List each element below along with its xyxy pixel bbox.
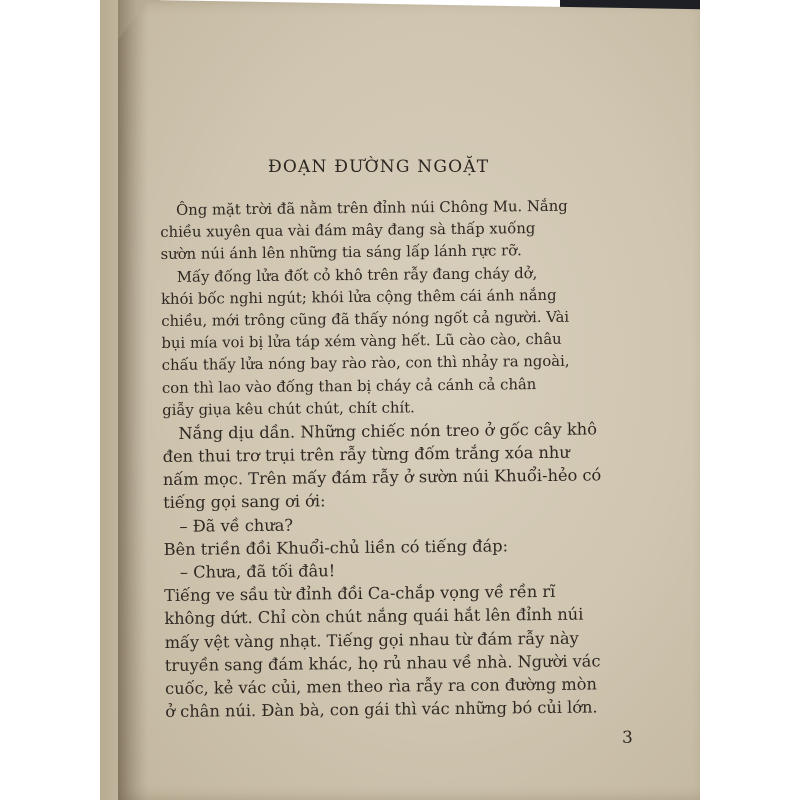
- text-line: cuốc, kẻ vác củi, men theo rìa rẫy ra con đường mòn: [165, 674, 597, 698]
- text-line: ở chân núi. Đàn bà, con gái thì vác những bó củi lớn.: [165, 697, 598, 722]
- text-line: tiếng gọi sang ơi ới:: [163, 491, 326, 513]
- text-line: giẫy giụa kêu chút chút, chít chít.: [162, 399, 415, 419]
- text-line: Tiếng ve sầu từ đỉnh đồi Ca-chắp vọng về rền rĩ: [164, 582, 556, 606]
- text-line: mấy vệt vàng nhạt. Tiếng gọi nhau từ đám rẫy này: [164, 628, 579, 652]
- text-line: chấu thấy lửa nóng bay rào rào, con thì nhảy ra ngoài,: [161, 353, 570, 375]
- text-line: đen thui trơ trụi trên rẫy từng đốm trắng xóa như: [162, 442, 570, 467]
- text-line: chiều, mới trông cũng đã thấy nóng ngốt cả người. Vài: [161, 308, 570, 330]
- text-line: nấm mọc. Trên mấy đám rẫy ở sườn núi Khuổi-hẻo có: [162, 465, 602, 490]
- page-number: 3: [622, 728, 633, 748]
- text-line: Bên triền đồi Khuổi-chủ liền có tiếng đáp:: [163, 536, 509, 559]
- text-line: bụi mía voi bị lửa táp xém vàng hết. Lũ cào cào, châu: [161, 330, 562, 353]
- text-line: – Chưa, đã tối đâu!: [179, 561, 336, 582]
- text-line: sườn núi ánh lên những tia sáng lấp lánh rực rỡ.: [160, 242, 522, 264]
- text-line: truyền sang đám khác, họ rủ nhau về nhà. Người vác: [164, 651, 601, 675]
- text-line: không dứt. Chỉ còn chút nắng quái hắt lên đỉnh núi: [164, 604, 584, 629]
- page-gutter-shadow: [118, 0, 148, 800]
- body-text: [160, 195, 645, 723]
- text-line: – Đã về chưa?: [179, 515, 294, 536]
- chapter-title: ĐOẠN ĐƯỜNG NGOẶT: [268, 157, 490, 177]
- text-line: khói bốc nghi ngút; khói lửa cộng thêm cái ánh nắng: [160, 286, 557, 308]
- text-line: Mấy đống lửa đốt cỏ khô trên rẫy đang cháy dở,: [176, 264, 538, 286]
- text-line: chiều xuyên qua vài đám mây đang sà thấp xuống: [160, 220, 536, 242]
- text-line: Nắng dịu dần. Những chiếc nón treo ở gốc cây khô: [178, 419, 597, 443]
- text-line: con thì lao vào đống than bị cháy cả cánh cả chân: [161, 375, 537, 397]
- text-line: Ông mặt trời đã nằm trên đỉnh núi Chông Mu. Nắng: [176, 197, 568, 219]
